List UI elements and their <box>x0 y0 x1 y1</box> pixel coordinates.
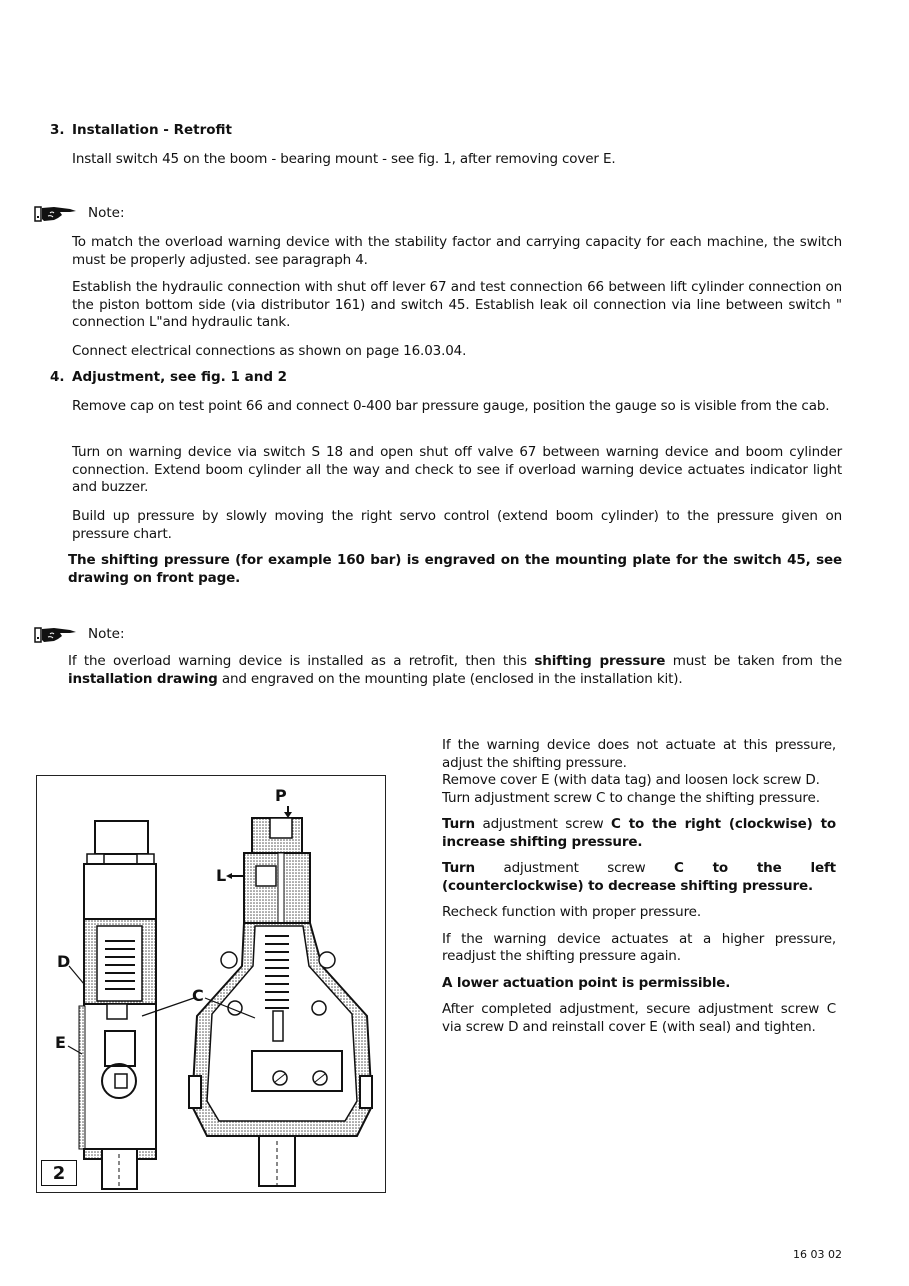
right-paragraph-2: Remove cover E (with data tag) and loosen lock screw D. <box>442 772 820 788</box>
right-paragraph-7: If the warning device actuates at a higher pressure, readjust the shifting pressure again. <box>442 930 836 964</box>
note-label: Note: <box>88 626 125 642</box>
right-paragraph-3: Turn adjustment screw C to change the shifting pressure. <box>442 789 820 806</box>
section-title: Adjustment, see fig. 1 and 2 <box>72 369 288 385</box>
note-label: Note: <box>88 205 125 221</box>
section-number: 4. <box>50 369 65 385</box>
section-4-paragraph-1: Remove cap on test point 66 and connect 0-400 bar pressure gauge, position the gauge so is visible from the cab. <box>72 398 830 414</box>
pointing-hand-icon <box>34 203 80 223</box>
note-1-paragraph-3: Connect electrical connections as shown on page 16.03.04. <box>72 343 467 359</box>
note-text: must be taken from the <box>665 653 842 669</box>
section-4-paragraph-3: Build up pressure by slowly moving the right servo control (extend boom cylinder) to the pressure given on pressure chart. <box>72 508 842 542</box>
right-paragraph-6: Recheck function with proper pressure. <box>442 904 701 920</box>
note-text: If the overload warning device is installed as a retrofit, then this <box>68 653 535 669</box>
label-L: L <box>216 866 227 885</box>
right-paragraph-1: If the warning device does not actuate at this pressure, adjust the shifting pressure. <box>442 737 836 771</box>
label-E: E <box>55 1033 66 1052</box>
pressure-switch-drawing <box>37 776 384 1191</box>
emphasis: Turn <box>442 816 476 832</box>
section-4-paragraph-2: Turn on warning device via switch S 18 and open shut off valve 67 between warning device and boom cylinder connection. Extend boom cylinder all the way and check to see if overload warning device actuates indicator light and buzzer. <box>72 444 842 495</box>
figure-2-switch-diagram <box>36 775 386 1193</box>
text: adjustment screw <box>475 860 674 876</box>
emphasis: C to the right (clockwise) to increase shifting pressure. <box>442 816 836 850</box>
section-3-heading <box>50 122 232 138</box>
note-1-paragraph-1: To match the overload warning device with the stability factor and carrying capacity for each machine, the switch must be properly adjusted. see paragraph 4. <box>72 234 842 268</box>
section-3-paragraph: Install switch 45 on the boom - bearing mount - see fig. 1, after removing cover E. <box>72 151 616 167</box>
note-2-paragraph <box>68 653 842 688</box>
note-emphasis: shifting pressure <box>534 653 666 669</box>
label-P: P <box>275 786 287 805</box>
note-2-header <box>34 624 125 644</box>
right-paragraph-4 <box>442 816 836 851</box>
section-number: 3. <box>50 122 65 138</box>
right-paragraph-5 <box>442 860 836 895</box>
label-C: C <box>192 986 204 1005</box>
section-title: Installation - Retrofit <box>72 122 232 138</box>
label-D: D <box>57 952 71 971</box>
text: adjustment screw <box>475 816 612 832</box>
right-paragraph-9: After completed adjustment, secure adjustment screw C via screw D and reinstall cover E (with seal) and tighten. <box>442 1001 836 1035</box>
figure-number: 2 <box>41 1160 77 1186</box>
note-1-paragraph-2: Establish the hydraulic connection with shut off lever 67 and test connection 66 between lift cylinder connection on the piston bottom side (via distributor 161) and switch 45. Establish leak oil connection via line between switch " connection L"and hydraulic tank. <box>72 279 842 330</box>
note-1-header <box>34 203 125 223</box>
page-number: 16 03 02 <box>793 1248 842 1261</box>
right-column <box>442 737 836 1036</box>
emphasis: Turn <box>442 860 476 876</box>
emphasis: C to the left (counterclockwise) to decrease shifting pressure. <box>442 860 836 894</box>
pointing-hand-icon <box>34 624 80 644</box>
note-emphasis: installation drawing <box>68 670 218 687</box>
note-text: and engraved on the mounting plate (enclosed in the installation kit). <box>217 670 683 687</box>
section-4-paragraph-bold: The shifting pressure (for example 160 bar) is engraved on the mounting plate for the switch 45, see drawing on front page. <box>68 552 842 586</box>
right-paragraph-8: A lower actuation point is permissible. <box>442 974 731 991</box>
section-4-heading <box>50 369 287 385</box>
